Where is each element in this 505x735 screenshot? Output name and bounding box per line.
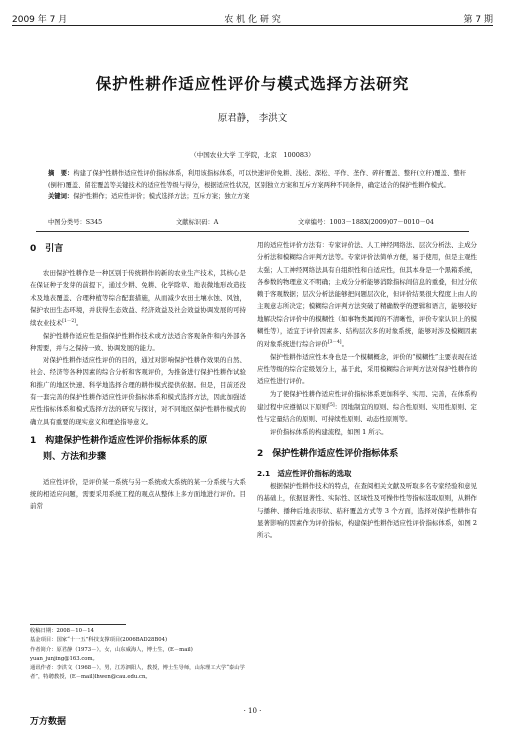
left-column: [30, 241, 246, 513]
citation: [5]: [328, 402, 335, 408]
footnote-received: 收稿日期：2008－10－14: [30, 628, 95, 634]
footnote-fund: 基金项目：国家“十一五”科技支撑项目(2006BAD28B04): [30, 637, 168, 644]
meta-rule: [36, 231, 469, 232]
abstract-label: 摘 要：: [48, 170, 74, 177]
section-2-title: 2 保护性耕作适应性评价指标体系: [257, 448, 399, 459]
paragraph: 为了使保护性耕作适应性评价指标体系更加科学、实用、完善，在体系构建过程中应遵循以下原则[5]：因地制宜的原则、综合性原则、实用性原则、定性与定量结合的原则、可持续性原则、动态性原则等。: [257, 389, 477, 424]
paper-title: 保护性耕作适应性评价与模式选择方法研究: [95, 75, 410, 93]
footnote-author2: 通讯作者：李洪文（1968－），男，江苏泗阳人，教授，博士生导师，山东理工大学“泰山学者”，特聘教授，(E－mail)lhwen@cau.edu.cn。: [30, 665, 245, 681]
header-journal: 农 机 化 研 究: [224, 15, 281, 25]
header-issue: 第 7 期: [463, 15, 493, 25]
footnote: [30, 627, 246, 683]
article-number: 文章编号：1003－188X(2009)07－0010－04: [298, 219, 434, 226]
section-1-title-line-2: 则、方法和步骤: [43, 451, 107, 462]
paragraph: 适应性评价，是评价某一系统与另一系统或大系统的某一分系统与大系统的相适应问题，需要采用系统工程的观点从整体上多方面地进行评价。目前常: [30, 477, 246, 511]
keywords-label: 关键词：: [48, 193, 74, 201]
paragraph: 保护性耕作适应性是指保护性耕作技术或方法适合客观条件和内外部各种需要，并与之保持一致、协调发展的能力。: [30, 331, 246, 352]
abstract-text: 构建了保护性耕作适应性评价指标体系，利用该指标体系，可以快速评价免耕、浅松、深松、平作、垄作、碎秆覆盖、整秆(立秆)覆盖、整秆(倒秆)覆盖、留茬覆盖等关键技术的适应性等级与得分，根据适应性状况，区别独立方案和互斥方案两种不同条件，确定适合的保护性耕作模式。: [48, 170, 466, 189]
paragraph: 农田保护性耕作是一种区别于传统耕作的新的农业生产技术，其核心是在保证种子发芽的前提下，通过少耕、免耕、化学除草、地表微地形改造技术及地表覆盖、合理种植等综合配套措施，从而减少农田土壤水蚀、风蚀，保护农田生态环境，并获得生态效益、经济效益及社会效益协调发展的可持续农业技术[1－2]。: [30, 269, 246, 328]
wanfang-watermark: 万方数据: [30, 717, 67, 727]
abstract: [48, 168, 466, 203]
affiliation: （中国农业大学 工学院，北京 100083）: [190, 151, 315, 159]
paragraph: 对保护性耕作适应性评价的目的，通过对影响保护性耕作效果的自然、社会、经济等各种因素的综合分析和客观评价，为推备进行保护性耕作试验和推广的地区快速、科学地选择合理的耕作模式提供依据。但是，目前还没有一套完善的保护性耕作适应性评价指标体系和模式选择方法，因此加强适应性指标体系和模式选择方法的研究与探讨，对不同地区保护性耕作模式的确立具有重要的现实意义和理论指导意义。: [30, 356, 246, 426]
subsection-2-1-title: 2.1 适应性评价指标的选取: [257, 468, 352, 478]
paragraph: 评价指标体系的构建流程，如图 1 所示。: [269, 427, 388, 436]
footnote-author1: 作者简介：原君静（1973－），女，山东威海人，博士生，(E－mail) yuan_junjing@163.com。: [30, 646, 193, 662]
clc-number: 中图分类号：S345: [48, 219, 103, 226]
keywords-text: 保护性耕作；适应性评价；模式选择方法；互斥方案；独立方案: [73, 193, 250, 201]
paragraph: 保护性耕作适应性本身也是一个模糊概念，评价的“模糊性”主要表现在适应性等级的综合定级划分上，基于此，采用模糊综合评判方法对保护性耕作的适应性进行评价。: [257, 352, 477, 386]
paragraph: 用的适应性评价方法有：专家评价法、人工神经网络法、层次分析法、主成分分析法和模糊综合评判方法等。专家评价法简单方便，易于使用，但是主观性太强；人工神经网络法具有自组织性和自适应性，但其本身是一个黑箱系统，各参数的物理意义不明确；主成分分析能够消除指标间信息的重叠，但过分依赖于客观数据；层次分析法能够把问题层次化，但评价结果很大程度上由人的主观意志所决定；模糊综合评判方法突破了精确数学的逻辑和语言，能够较好地解决综合评价中的模糊性（如事物类属间的不清晰性，评价专家认识上的模糊性等），适宜于评价因素多、结构层次多的对象系统，能够对涉及模糊因素的对象系统进行综合评价[3－4]。: [257, 241, 477, 349]
right-column: [257, 239, 477, 541]
header-rule: [12, 25, 493, 26]
document-code: 文献标识码：A: [176, 219, 219, 226]
citation: [3－4]: [327, 340, 342, 346]
section-0-title: 0 引言: [30, 244, 64, 254]
page-number: · 10 ·: [243, 707, 262, 715]
paragraph: 根据保护性耕作技术的特点，在查阅相关文献及听取多名专家经验和意见的基础上，依据显著性、实际性、区域性及可操作性等指标选取原则，从耕作与播种、播种后地表形状、秸秆覆盖方式等 3 个方面，选择对保护性耕作有显著影响的因素作为评价指标，构建保护性耕作适应性评价指标体系，如图 2 所示。: [257, 482, 477, 540]
section-1-title-line-1: 1 构建保护性耕作适应性评价指标体系的原: [30, 435, 208, 446]
header-date: 2009 年 7 月: [12, 15, 68, 25]
authors: 原君静， 李洪文: [217, 113, 288, 124]
footnote-rule: [30, 624, 126, 625]
citation: [1－2]: [62, 319, 76, 325]
